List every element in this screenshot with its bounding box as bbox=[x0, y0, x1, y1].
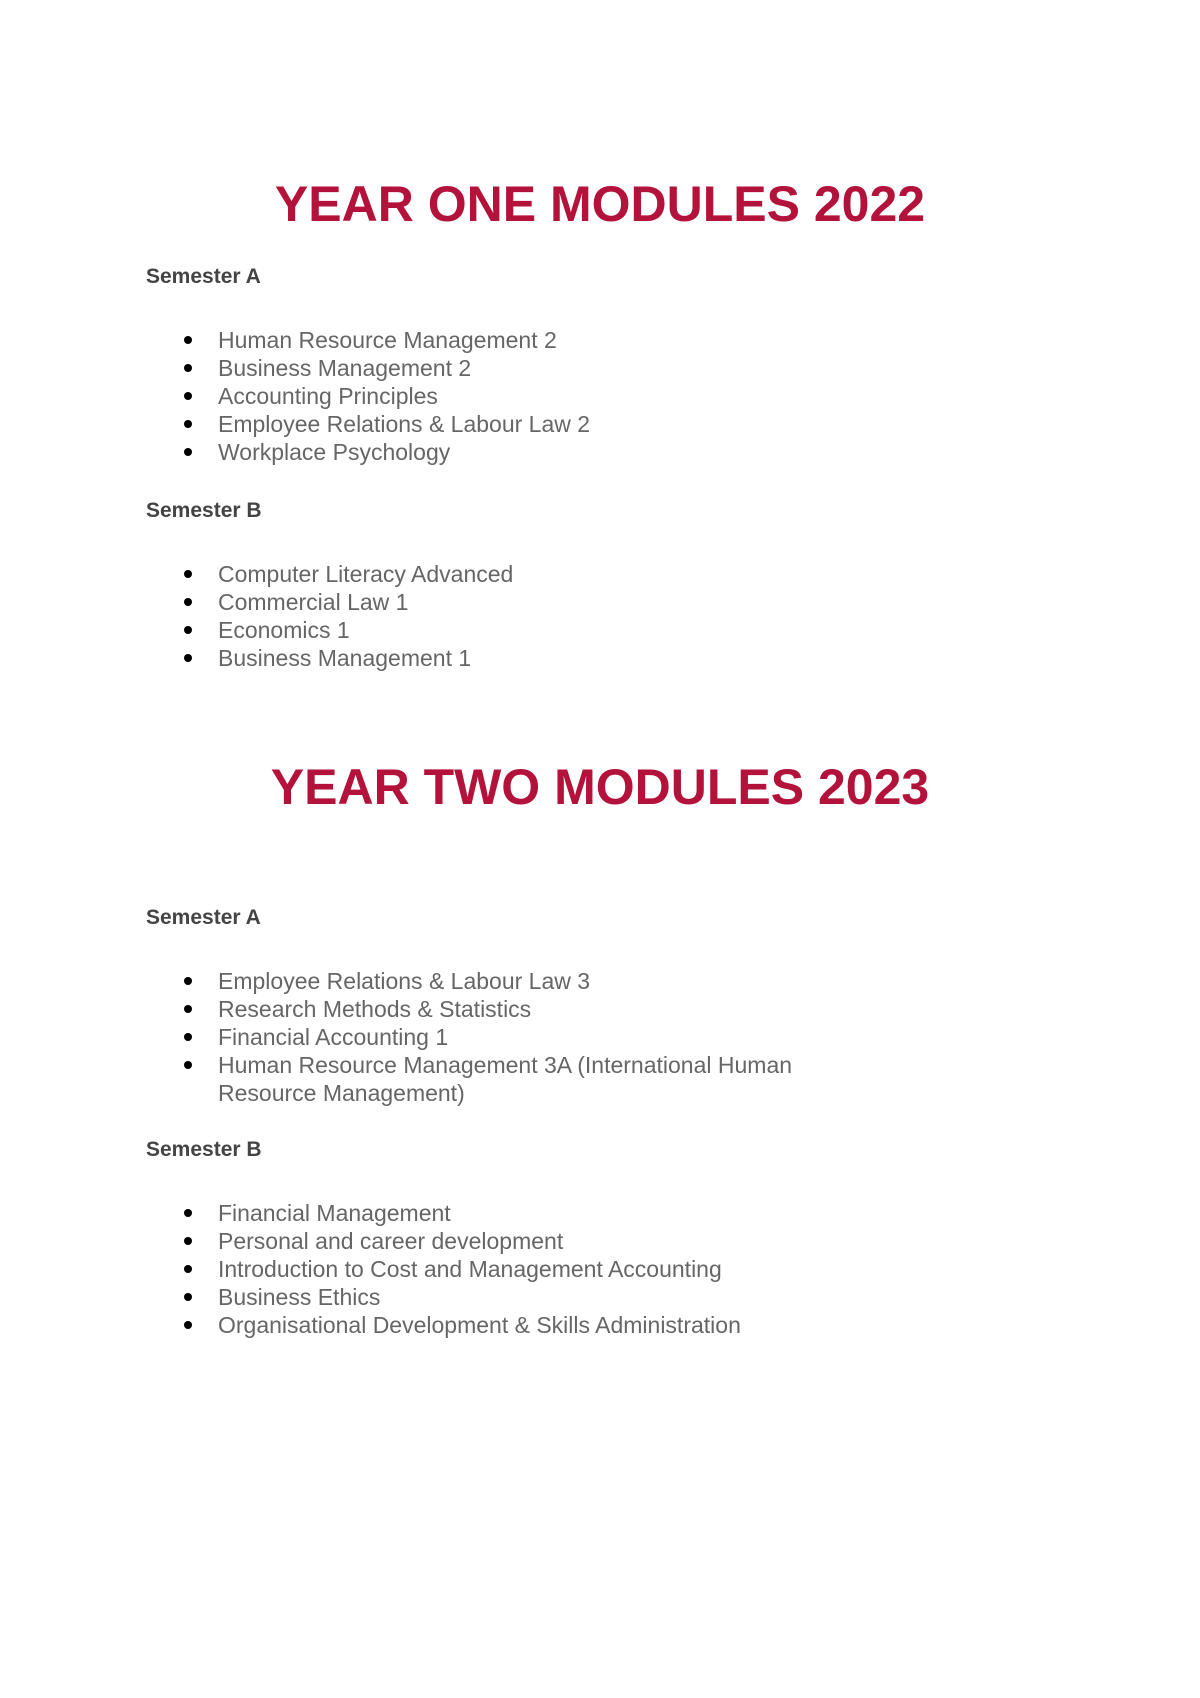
list-item bbox=[146, 560, 1046, 588]
list-item bbox=[146, 1255, 1046, 1283]
list-item bbox=[146, 1199, 1046, 1227]
year-one-semester-a-list bbox=[146, 326, 1046, 466]
bullet-icon bbox=[184, 654, 192, 662]
module-name: Human Resource Management 2 bbox=[218, 327, 557, 353]
module-name: Financial Management bbox=[218, 1200, 451, 1226]
module-name: Personal and career development bbox=[218, 1228, 564, 1254]
year-one-semester-a-label: Semester A bbox=[146, 265, 261, 288]
bullet-icon bbox=[184, 392, 192, 400]
year-two-semester-b-label: Semester B bbox=[146, 1138, 262, 1161]
module-name: Research Methods & Statistics bbox=[218, 996, 532, 1022]
year-one-semester-b-label: Semester B bbox=[146, 499, 262, 522]
year-one-semester-b-list bbox=[146, 560, 1046, 672]
list-item bbox=[146, 326, 1046, 354]
list-item bbox=[146, 588, 1046, 616]
bullet-icon bbox=[184, 626, 192, 634]
list-item bbox=[146, 967, 1046, 995]
module-name: Workplace Psychology bbox=[218, 439, 451, 465]
module-name: Human Resource Management 3A (International Human Resource Management) bbox=[218, 1052, 793, 1106]
bullet-icon bbox=[184, 1005, 192, 1013]
year-two-semester-a-label: Semester A bbox=[146, 906, 261, 929]
list-item bbox=[146, 410, 1046, 438]
module-name: Financial Accounting 1 bbox=[218, 1024, 449, 1050]
list-item bbox=[146, 616, 1046, 644]
list-item bbox=[146, 1023, 1046, 1051]
module-name: Commercial Law 1 bbox=[218, 589, 409, 615]
module-name: Business Ethics bbox=[218, 1284, 381, 1310]
list-item bbox=[146, 995, 1046, 1023]
year-two-semester-b-list bbox=[146, 1199, 1046, 1339]
list-item bbox=[146, 354, 1046, 382]
module-name: Employee Relations & Labour Law 3 bbox=[218, 968, 591, 994]
bullet-icon bbox=[184, 336, 192, 344]
bullet-icon bbox=[184, 1033, 192, 1041]
list-item bbox=[146, 1227, 1046, 1255]
list-item bbox=[146, 1311, 1046, 1339]
bullet-icon bbox=[184, 420, 192, 428]
year-one-title: YEAR ONE MODULES 2022 bbox=[274, 176, 926, 232]
bullet-icon bbox=[184, 1237, 192, 1245]
module-name: Economics 1 bbox=[218, 617, 350, 643]
module-name: Organisational Development & Skills Administration bbox=[218, 1312, 741, 1338]
bullet-icon bbox=[184, 570, 192, 578]
list-item bbox=[146, 644, 1046, 672]
bullet-icon bbox=[184, 977, 192, 985]
list-item bbox=[146, 1051, 1046, 1107]
list-item bbox=[146, 1283, 1046, 1311]
year-two-semester-a-list bbox=[146, 967, 1046, 1107]
year-two-title: YEAR TWO MODULES 2023 bbox=[270, 759, 930, 815]
bullet-icon bbox=[184, 1061, 192, 1069]
module-name: Business Management 2 bbox=[218, 355, 472, 381]
list-item bbox=[146, 382, 1046, 410]
module-name: Business Management 1 bbox=[218, 645, 472, 671]
module-name: Introduction to Cost and Management Accounting bbox=[218, 1256, 722, 1282]
bullet-icon bbox=[184, 364, 192, 372]
bullet-icon bbox=[184, 448, 192, 456]
bullet-icon bbox=[184, 1321, 192, 1329]
module-name: Employee Relations & Labour Law 2 bbox=[218, 411, 591, 437]
bullet-icon bbox=[184, 1209, 192, 1217]
bullet-icon bbox=[184, 1293, 192, 1301]
bullet-icon bbox=[184, 1265, 192, 1273]
module-name: Accounting Principles bbox=[218, 383, 438, 409]
bullet-icon bbox=[184, 598, 192, 606]
module-name: Computer Literacy Advanced bbox=[218, 561, 514, 587]
list-item bbox=[146, 438, 1046, 466]
